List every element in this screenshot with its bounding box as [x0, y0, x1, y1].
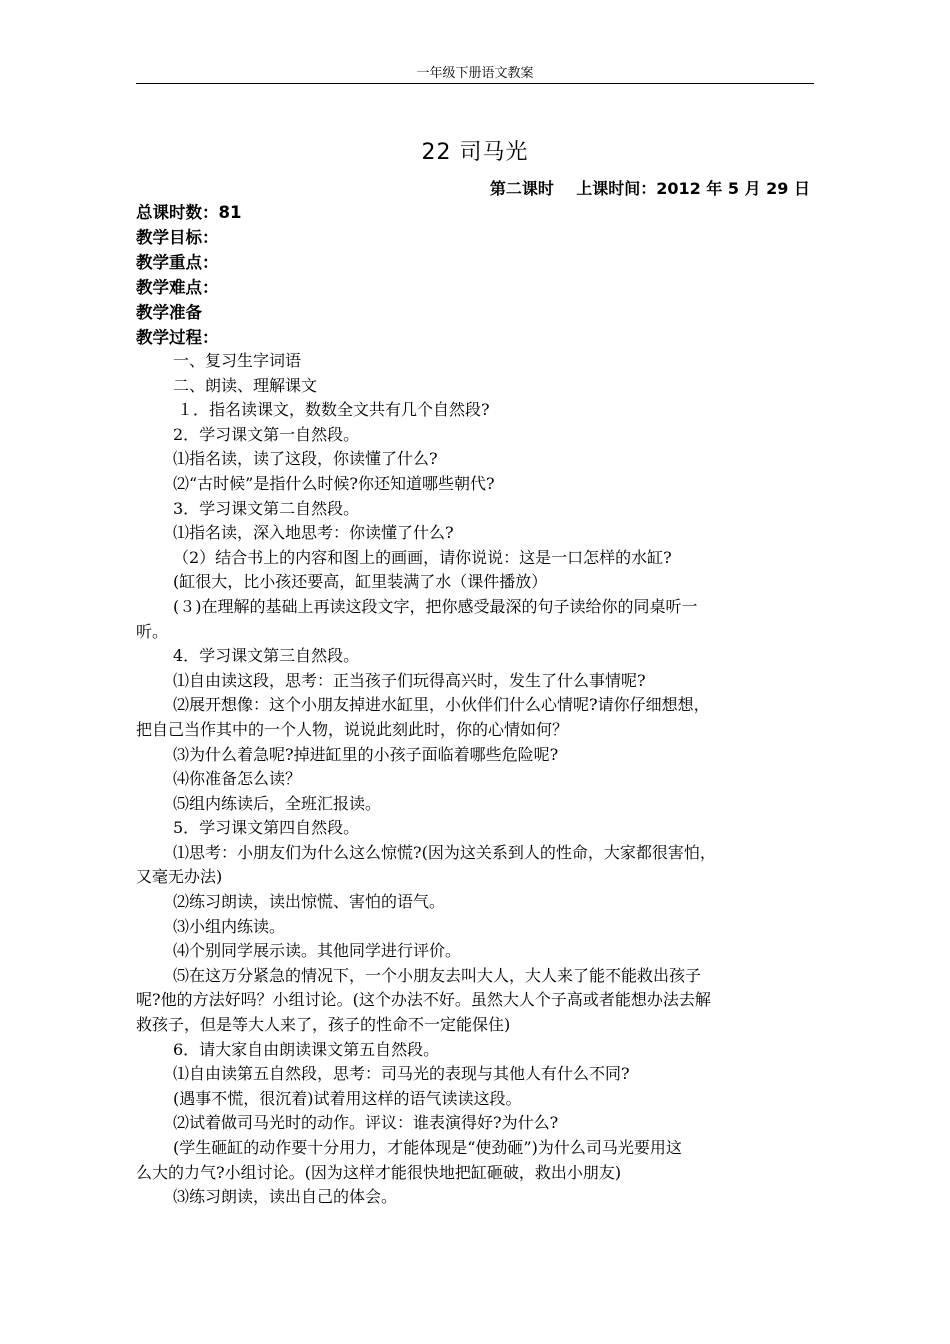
teaching-prep: 教学准备	[136, 303, 202, 322]
lesson-body	[136, 349, 816, 1210]
body-line: 2．学习课文第一自然段。	[173, 424, 360, 444]
body-line: 6．请大家自由朗读课文第五自然段。	[173, 1039, 440, 1059]
body-line: 4．学习课文第三自然段。	[173, 646, 360, 666]
body-line: ⑸在这万分紧急的情况下，一个小朋友去叫大人，大人来了能不能救出孩子	[173, 965, 702, 985]
body-line: ⑵练习朗读，读出惊慌、害怕的语气。	[173, 892, 446, 912]
body-line: ⑴指名读，深入地思考：你读懂了什么?	[173, 523, 454, 543]
body-line: 二、朗读、理解课文	[173, 375, 318, 395]
body-line: ⑶为什么着急呢?掉进缸里的小孩子面临着哪些危险呢?	[173, 744, 559, 764]
lesson-title: 22 司马光	[421, 140, 529, 165]
body-line: ⑵试着做司马光时的动作。评议：谁表演得好?为什么?	[173, 1113, 559, 1133]
body-line: （2）结合书上的内容和图上的画画，请你说说：这是一口怎样的水缸?	[173, 547, 672, 567]
body-line: ⑴自由读这段，思考：正当孩子们玩得高兴时，发生了什么事情呢?	[173, 670, 646, 690]
body-line: ⑶小组内练读。	[173, 916, 286, 936]
body-line: 把自己当作其中的一个人物，说说此刻此时，你的心情如何？	[136, 719, 569, 739]
body-line: ⑸组内练读后，全班汇报读。	[173, 793, 382, 813]
body-line: 一、复习生字词语	[173, 351, 302, 370]
lesson-meta	[136, 200, 241, 350]
teaching-process: 教学过程：	[136, 328, 219, 347]
body-line: 呢?他的方法好吗？小组讨论。(这个办法不好。虽然大人个子高或者能想办法去解	[136, 990, 711, 1010]
body-line: 3．学习课文第二自然段。	[173, 498, 360, 518]
body-line: 又毫无办法)	[136, 867, 223, 887]
body-line: 5．学习课文第四自然段。	[173, 818, 360, 838]
body-line: ⑴思考：小朋友们为什么这么惊慌?(因为这关系到人的性命，大家都很害怕，	[173, 842, 716, 862]
body-line: ⑵“古时候”是指什么时候?你还知道哪些朝代?	[173, 473, 495, 493]
header-divider	[136, 83, 814, 84]
body-line: 听。	[136, 621, 169, 641]
total-lessons: 总课时数：81	[136, 203, 242, 222]
teaching-key-points: 教学重点：	[136, 253, 219, 272]
teaching-difficulty: 教学难点：	[136, 278, 219, 297]
body-line: (３)在理解的基础上再读这段文字，把你感受最深的句子读给你的同桌听一	[173, 596, 698, 616]
body-line: ⑶练习朗读，读出自己的体会。	[173, 1187, 398, 1207]
page-header: 一年级下册语文教案	[416, 66, 534, 81]
body-line: ⑷个别同学展示读。其他同学进行评价。	[173, 941, 462, 961]
body-line: (遇事不慌，很沉着)试着用这样的语气读读这段。	[173, 1088, 522, 1108]
body-line: (学生砸缸的动作要十分用力，才能体现是“使劲砸”)为什么司马光要用这	[173, 1138, 682, 1157]
teaching-goal: 教学目标：	[136, 228, 219, 247]
body-line: ⑴指名读，读了这段，你读懂了什么?	[173, 449, 438, 469]
body-line: ⑵展开想像：这个小朋友掉进水缸里，小伙伴们什么心情呢?请你仔细想想，	[173, 695, 710, 715]
body-line: １．指名读课文，数数全文共有几个自然段?	[177, 400, 490, 420]
lesson-info: 第二课时 上课时间：2012 年 5 月 29 日	[489, 179, 810, 198]
body-line: ⑴自由读第五自然段，思考：司马光的表现与其他人有什么不同?	[173, 1064, 630, 1084]
body-line: (缸很大，比小孩还要高，缸里装满了水（课件播放）	[173, 572, 548, 592]
body-line: 救孩子，但是等大人来了，孩子的性命不一定能保住)	[136, 1015, 511, 1035]
body-line: 么大的力气?小组讨论。(因为这样才能很快地把缸砸破，救出小朋友)	[136, 1162, 622, 1182]
body-line: ⑷你准备怎么读？	[173, 769, 302, 789]
